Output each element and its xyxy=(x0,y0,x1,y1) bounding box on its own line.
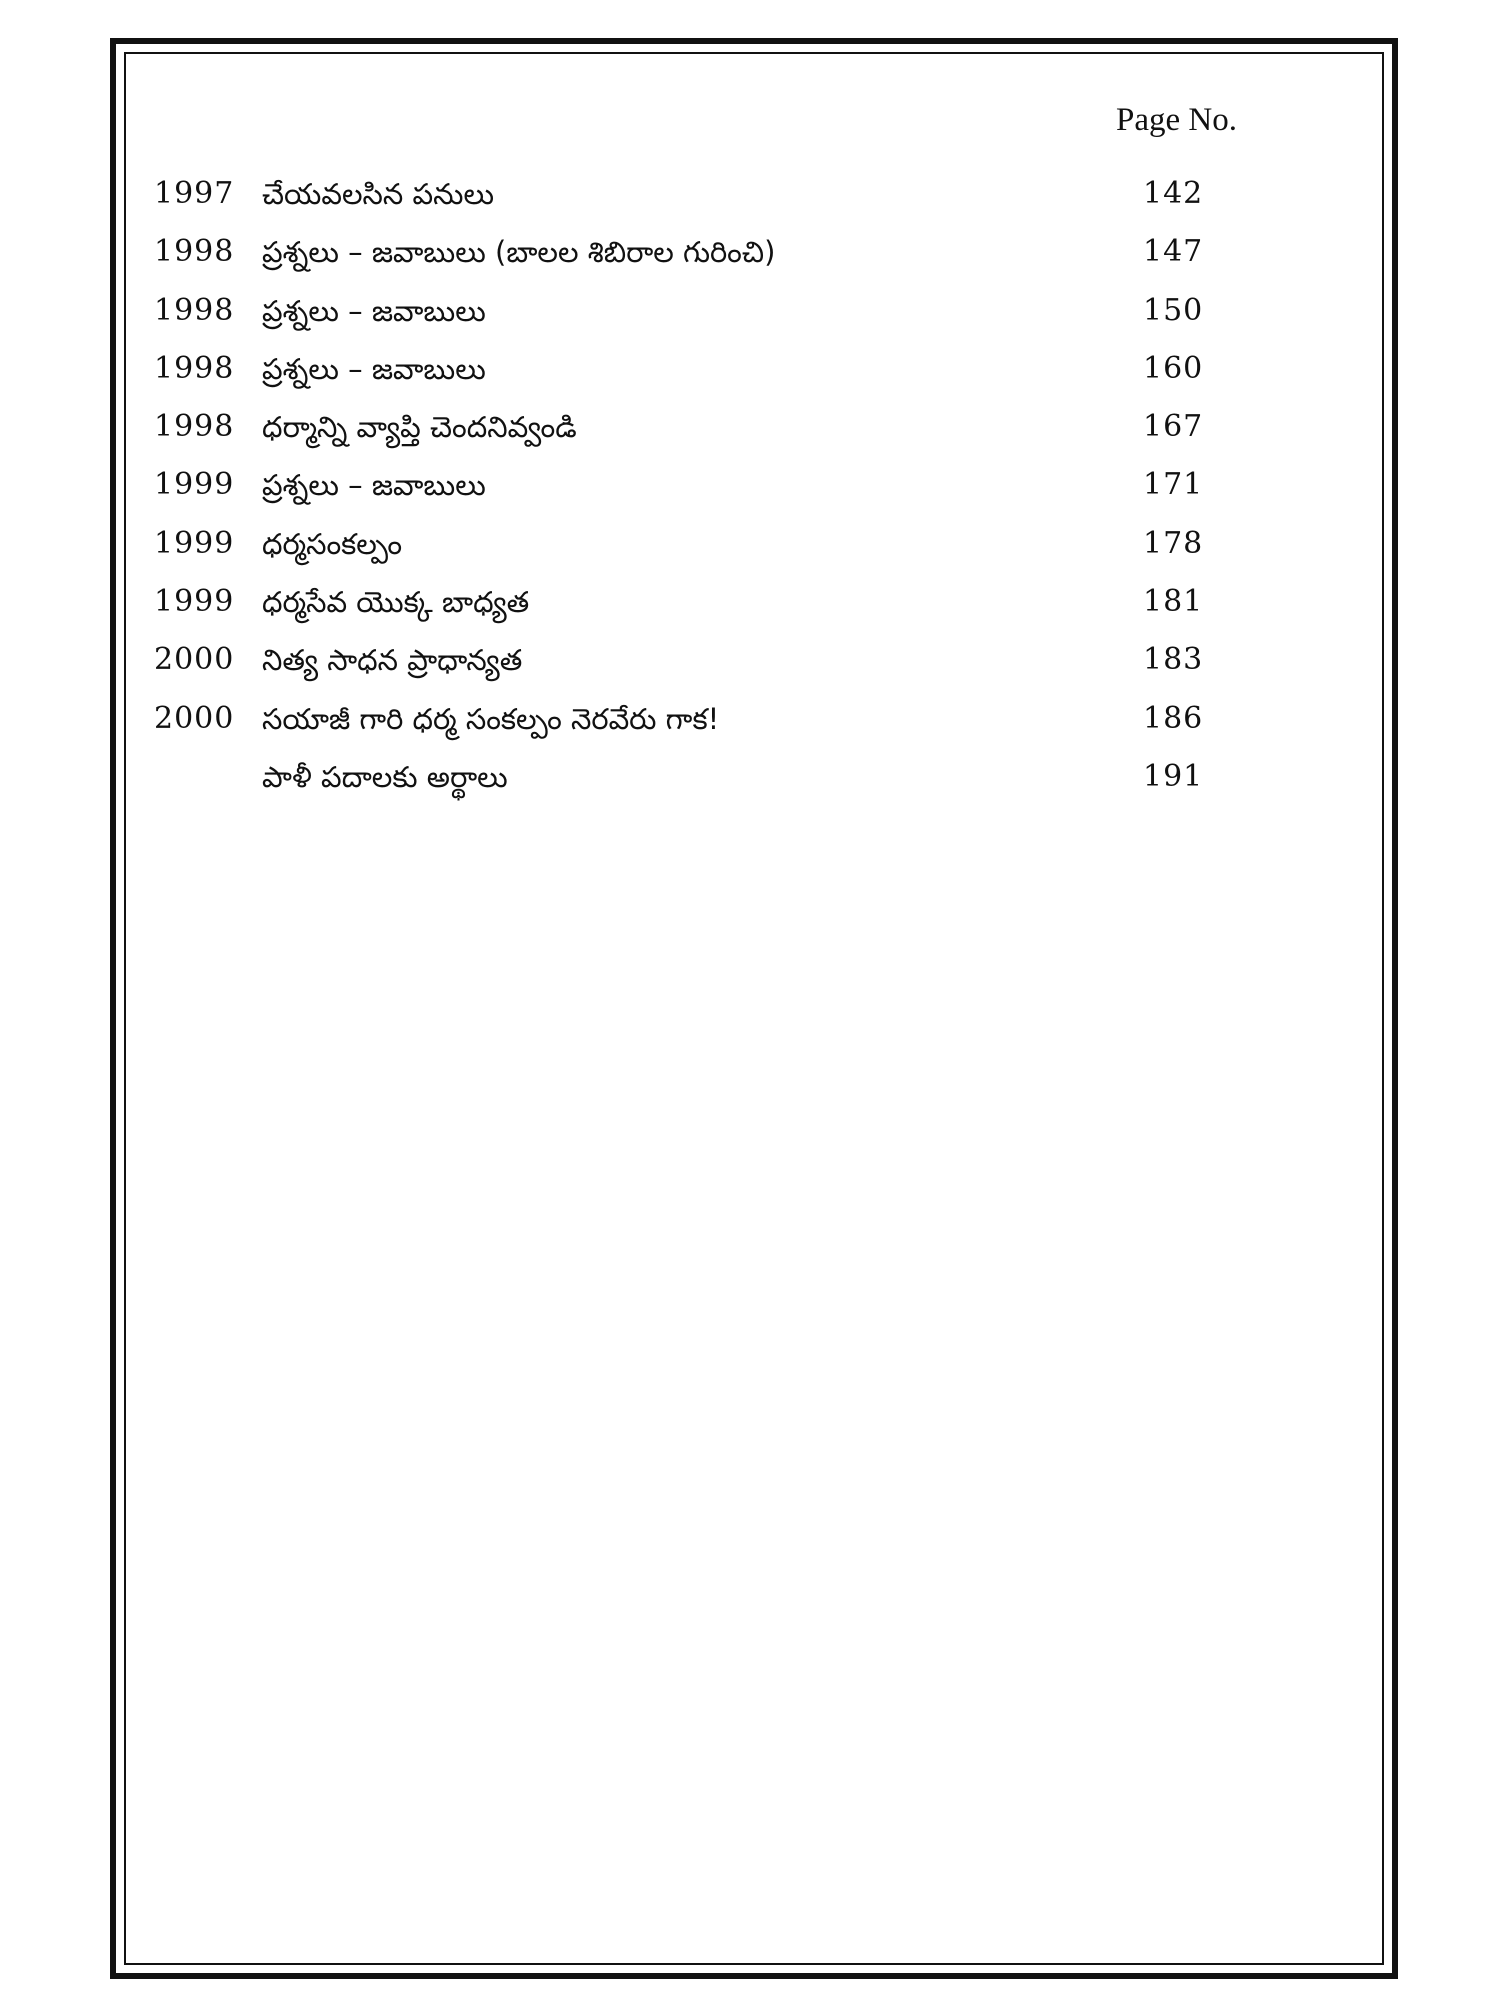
toc-entry-page: 183 xyxy=(1143,642,1204,678)
toc-entry-page: 150 xyxy=(1143,292,1204,328)
toc-entry-page: 171 xyxy=(1143,467,1204,503)
toc-entry-title: ధర్మసేవ యొక్క బాధ్యత xyxy=(262,585,530,620)
toc-entry-page: 147 xyxy=(1143,234,1204,270)
toc-entry xyxy=(0,636,1500,694)
toc-entry-year: 2000 xyxy=(154,642,235,678)
toc-entry-page: 160 xyxy=(1143,350,1204,386)
toc-entry-year: 1999 xyxy=(154,467,235,503)
toc-entry xyxy=(0,578,1500,636)
toc-entry xyxy=(0,228,1500,286)
toc-entry-title: ధర్మసంకల్పం xyxy=(262,526,403,561)
toc-entry-title: చేయవలసిన పనులు xyxy=(262,177,495,211)
page-no-column-header: Page No. xyxy=(1116,102,1237,138)
toc-entry-title: పాళీ పదాలకు అర్థాలు xyxy=(262,759,508,794)
toc-entry-title: ధర్మాన్ని వ్యాప్తి చెందనివ్వండి xyxy=(262,410,577,445)
toc-entry-title: ప్రశ్నలు – జవాబులు xyxy=(262,293,486,328)
toc-entry-title: ప్రశ్నలు – జవాబులు xyxy=(262,351,486,386)
toc-entry-title: ప్రశ్నలు – జవాబులు (బాలల శిబిరాల గురించి) xyxy=(262,235,776,270)
toc-entry-page: 167 xyxy=(1143,409,1204,445)
toc-entry xyxy=(0,695,1500,753)
toc-entry xyxy=(0,520,1500,578)
toc-entry-title: సయాజీ గారి ధర్మ సంకల్పం నెరవేరు గాక! xyxy=(262,701,720,736)
toc-entry-year: 1999 xyxy=(154,584,235,620)
toc-entry-page: 142 xyxy=(1143,176,1204,211)
toc-entry-year: 1998 xyxy=(154,292,235,328)
toc-entry-year: 1998 xyxy=(154,350,235,386)
toc-entry xyxy=(0,753,1500,811)
toc-entry-page: 178 xyxy=(1143,525,1204,561)
toc-entry-year: 1998 xyxy=(154,234,235,270)
toc-entry xyxy=(0,403,1500,461)
toc-entry xyxy=(0,461,1500,519)
toc-entry-year: 1998 xyxy=(154,409,235,445)
toc-entry-title: ప్రశ్నలు – జవాబులు xyxy=(262,468,486,503)
toc-entry-title: నిత్య సాధన ప్రాధాన్యత xyxy=(262,643,523,678)
toc-entry-year: 1999 xyxy=(154,525,235,561)
toc-entry xyxy=(0,170,1500,228)
toc-entry-year: 2000 xyxy=(154,700,235,736)
table-of-contents xyxy=(0,170,1500,811)
toc-entry-page: 191 xyxy=(1143,758,1204,794)
toc-entry-page: 186 xyxy=(1143,700,1204,736)
toc-entry-page: 181 xyxy=(1143,584,1204,620)
toc-entry xyxy=(0,287,1500,345)
toc-entry-year: 1997 xyxy=(154,176,235,211)
toc-entry xyxy=(0,345,1500,403)
